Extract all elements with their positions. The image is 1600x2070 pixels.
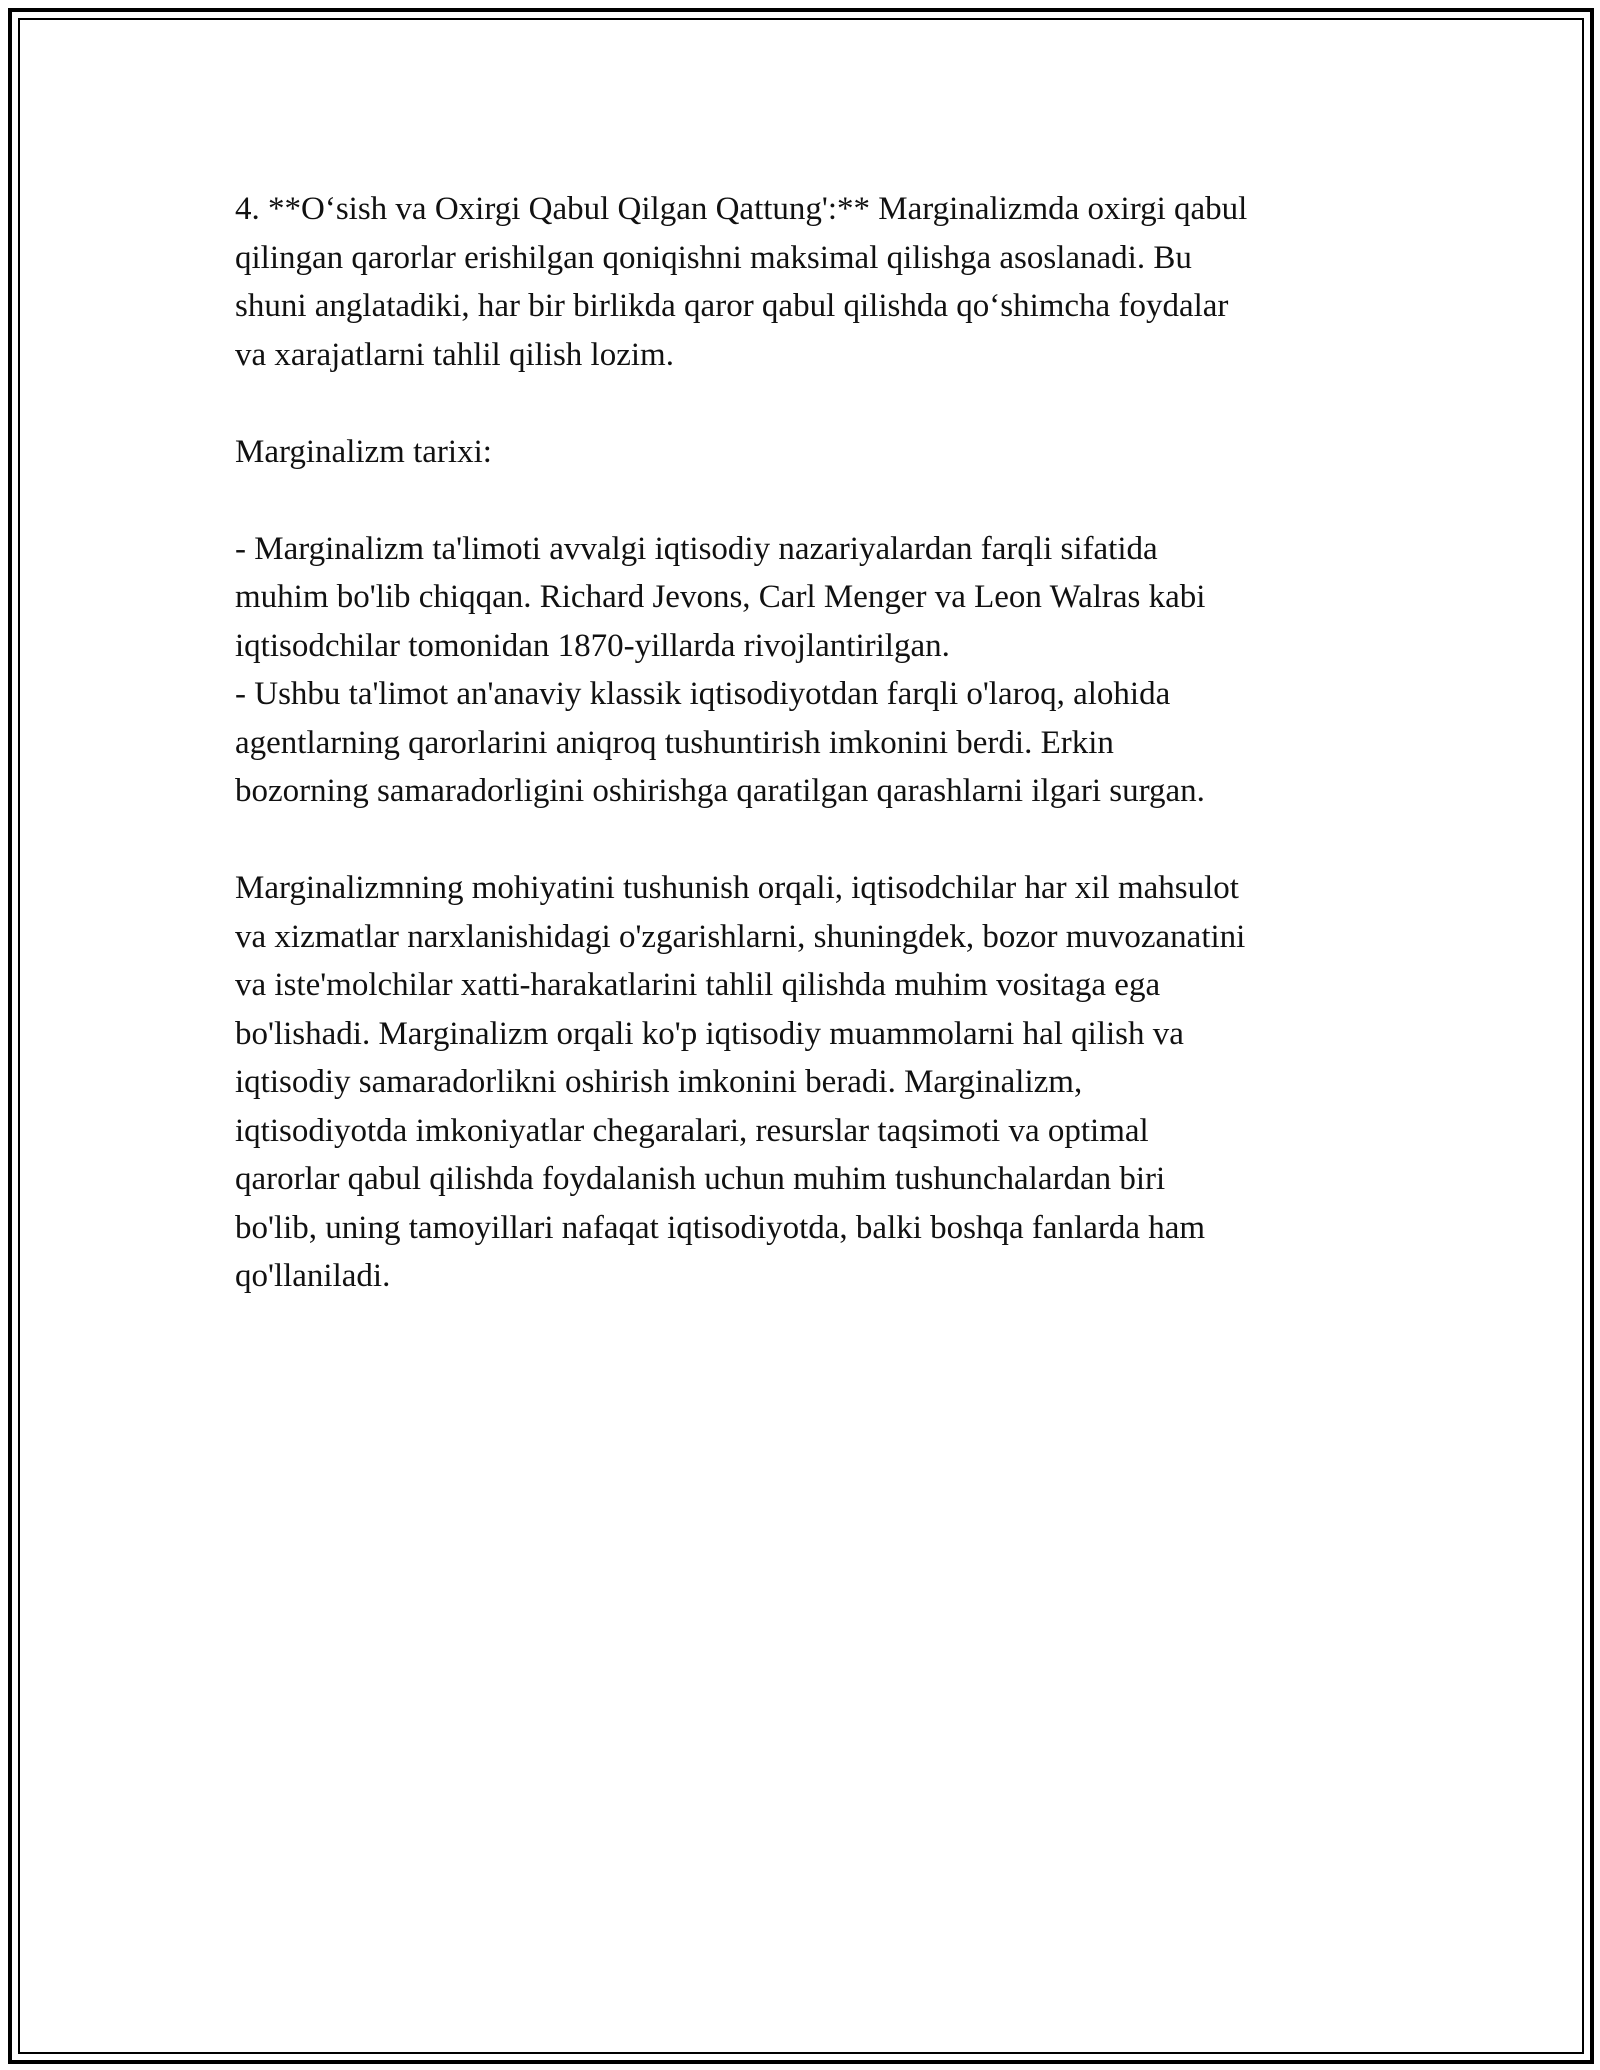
text-line: 4. **O‘sish va Oxirgi Qabul Qilgan Qattung':** Marginalizmda oxirgi qabul [235,191,1248,227]
text-line: iqtisodchilar tomonidan 1870-yillarda rivojlantirilgan. [235,627,950,664]
text-line: - Marginalizm ta'limoti avvalgi iqtisodiy nazariyalardan farqli sifatida [235,530,1158,567]
text-line: va xizmatlar narxlanishidagi o'zgarishlarni, shuningdek, bozor muvozanatini [235,918,1246,955]
text-line: qilingan qarorlar erishilgan qoniqishni maksimal qilishga asoslanadi. Bu [235,239,1192,276]
text-line: qo'llaniladi. [235,1258,391,1294]
text-line: va iste'molchilar xatti-harakatlarini tahlil qilishda muhim vositaga ega [235,967,1161,1003]
text-line: bozorning samaradorligini oshirishga qaratilgan qarashlarni ilgari surgan. [235,773,1205,809]
text-line: Marginalizmning mohiyatini tushunish orqali, iqtisodchilar har xil mahsulot [235,870,1239,906]
text-line: iqtisodiyotda imkoniyatlar chegaralari, resurslar taqsimoti va optimal [235,1112,1149,1149]
text-line: bo'lishadi. Marginalizm orqali ko'p iqtisodiy muammolarni hal qilish va [235,1015,1184,1052]
text-line: qarorlar qabul qilishda foydalanish uchun muhim tushunchalardan biri [235,1161,1166,1197]
text-line: - Ushbu ta'limot an'anaviy klassik iqtisodiyotdan farqli o'laroq, alohida [235,676,1171,712]
document-body [235,185,1365,1301]
text-line: bo'lib, uning tamoyillari nafaqat iqtisodiyotda, balki boshqa fanlarda ham [235,1209,1206,1246]
text-line: agentlarning qarorlarini aniqroq tushuntirish imkonini berdi. Erkin [235,724,1114,761]
text-line: shuni anglatadiki, har bir birlikda qaror qabul qilishda qo‘shimcha foydalar [235,288,1229,324]
text-line: va xarajatlarni tahlil qilish lozim. [235,336,674,373]
heading-line: Marginalizm tarixi: [235,433,492,470]
paragraph-conclusion [235,864,1365,1301]
text-line: iqtisodiy samaradorlikni oshirish imkonini beradi. Marginalizm, [235,1064,1083,1100]
section-heading-history [235,428,1365,477]
history-bullets [235,525,1365,816]
paragraph-point-4 [235,185,1365,379]
text-line: muhim bo'lib chiqqan. Richard Jevons, Carl Menger va Leon Walras kabi [235,579,1206,615]
